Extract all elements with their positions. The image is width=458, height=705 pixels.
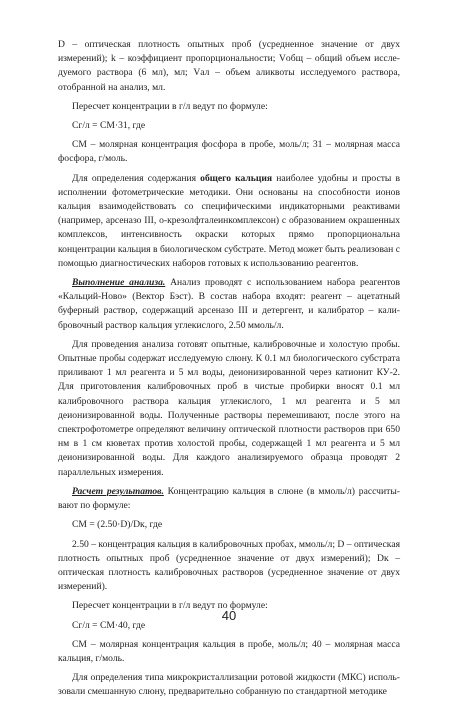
text-span: Концентрацию кальция в слюне (в ммоль/л) рассчитывают по формуле: xyxy=(58,485,400,512)
paragraph: Пересчет концентрации в г/л ведут по формуле: xyxy=(72,100,268,112)
text-span: Анализ проводят с использованием набора реагентов «Кальций-Ново» (Вектор Бэст). В состав набора входят: реагент – ацетатный буферный раствор, содержащий арсеназо III и детергент, и калибратор – калибровочный раствор кальция углекислого, 2.50 ммоль/л. xyxy=(58,277,400,331)
paragraph: СМ – молярная концентрация кальция в пробе, моль/л; 40 – молярная масса кальция, г/моль. xyxy=(58,638,400,664)
paragraph: СМ – молярная концентрация фосфора в пробе, моль/л; 31 – молярная масса фосфора, г/моль. xyxy=(58,139,400,165)
paragraph: Для проведения анализа готовят опытные, калибровочные и холостую пробы. Опытные пробы содержат исследуемую слюну. К 0.1 мл биологического субстрата приливают 1 мл реагента и 5 мл воды, деионизированной через катионит КУ-2. Для приготовления калибровочных проб в чистые пробирки вносят 0.1 мл калибровочного раствора кальция углекислого, 1 мл реагента и 5 мл деионизированной воды. Полученные растворы перемешивают, после этого на спектрофотометре определяют величину оптической плотности растворов при 650 нм в 1 см кюветах против холостой пробы, содержащей 1 мл реагента и 5 мл деионизированной воды. Для каждого анализируемого образца проводят 2 параллельных измерения. xyxy=(58,338,400,478)
paragraph: 2.50 – концентрация кальция в калибровочных пробах, ммоль/л; D – оптическая плотность опытных проб (усредненное значение от двух измерений); Dк – оптическая плотность калибровочных растворов (усредненное значение от двух измерений). xyxy=(58,538,400,593)
paragraph xyxy=(58,276,400,333)
paragraph: Пересчет концентрации в г/л ведут по формуле: xyxy=(72,600,268,612)
formula: Сг/л = СМ·40, где xyxy=(72,619,146,631)
formula: СМ = (2.50·D)/Dк, где xyxy=(72,519,163,531)
section-heading: Расчет результатов. xyxy=(72,485,164,497)
paragraph: D – оптическая плотность опытных проб (усредненное значение от двух измерений); k – коэффициент пропорциональности; Vобщ – общий объем исследуемого раствора (6 мл), мл; Vал – объем аликвоты исследуемого раствора, отобранной на анализ, мл. xyxy=(58,39,400,93)
page-body xyxy=(58,38,400,705)
text-span: Для определения содержания xyxy=(72,172,201,184)
text-span: наиболее удобны и просты в исполнении фотометрические методики. Они основаны на способности ионов кальция взаимодействовать со специфическими индикаторными реактивами (например, арсеназо III, о-крезолфталеинкомплексон) с образованием окрашенных комплексов, интенсивность окраски которых прямо пропорциональна концентрации кальция в биологическом субстрате. Метод может быть реализован с помощью диагностических наборов готовых к использованию реагентов. xyxy=(58,172,400,269)
section-heading: Выполнение анализа. xyxy=(72,277,166,289)
page-number: 40 xyxy=(221,608,237,623)
paragraph xyxy=(58,485,400,513)
formula: Сг/л = СМ·31, где xyxy=(72,120,146,132)
bold-term: общего кальция xyxy=(200,172,273,184)
paragraph xyxy=(58,172,400,271)
paragraph: Для определения типа микрокристаллизации ротовой жидкости (МКС) использовали смешанную слюну, предварительно собранную по стандартной методике xyxy=(58,672,400,698)
